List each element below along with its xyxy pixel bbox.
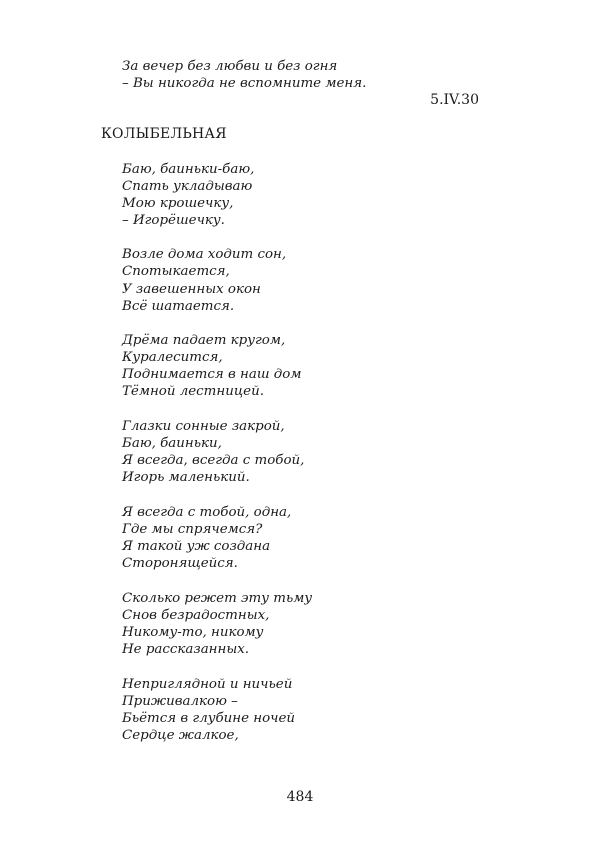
stanza-2-line-3: У завешенных окон xyxy=(122,282,261,297)
stanza-7-line-2: Приживалкою – xyxy=(122,694,238,709)
stanza-6-line-1: Сколько режет эту тьму xyxy=(122,591,313,606)
stanza-6-line-2: Снов безрадостных, xyxy=(122,608,270,623)
poem-date: 5.IV.30 xyxy=(430,92,479,108)
stanza-1-line-2: Спать укладываю xyxy=(122,179,253,194)
stanza-3-line-1: Дрёма падает кругом, xyxy=(122,333,286,348)
stanza-3-line-4: Тёмной лестницей. xyxy=(122,384,264,399)
stanza-3-line-2: Куралесится, xyxy=(122,350,223,365)
stanza-5-line-1: Я всегда с тобой, одна, xyxy=(122,505,292,520)
stanza-7-line-1: Неприглядной и ничьей xyxy=(122,677,293,692)
stanza-4-line-1: Глазки сонные закрой, xyxy=(122,419,285,434)
stanza-7-line-4: Сердце жалкое, xyxy=(122,728,239,743)
stanza-5-line-2: Где мы спрячемся? xyxy=(122,522,263,537)
stanza-4-line-4: Игорь маленький. xyxy=(122,470,250,485)
stanza-1-line-3: Мою крошечку, xyxy=(122,196,234,211)
poem-title: КОЛЫБЕЛЬНАЯ xyxy=(101,126,227,142)
stanza-1-line-4: – Игорёшечку. xyxy=(122,213,225,228)
stanza-5-line-4: Сторонящейся. xyxy=(122,556,238,571)
stanza-6-line-4: Не рассказанных. xyxy=(122,642,250,657)
prev-poem-line-1: За вечер без любви и без огня xyxy=(122,59,338,74)
stanza-3-line-3: Поднимается в наш дом xyxy=(122,367,302,382)
stanza-2-line-2: Спотыкается, xyxy=(122,264,230,279)
page-number: 484 xyxy=(286,789,314,805)
stanza-2-line-4: Всё шатается. xyxy=(122,299,235,314)
stanza-4-line-2: Баю, баиньки, xyxy=(122,436,222,451)
stanza-6-line-3: Никому-то, никому xyxy=(122,625,264,640)
prev-poem-line-2: – Вы никогда не вспомните меня. xyxy=(122,76,367,91)
stanza-2-line-1: Возле дома ходит сон, xyxy=(122,247,287,262)
stanza-4-line-3: Я всегда, всегда с тобой, xyxy=(122,453,305,468)
stanza-1-line-1: Баю, баиньки-баю, xyxy=(122,162,255,177)
stanza-5-line-3: Я такой уж создана xyxy=(122,539,271,554)
stanza-7-line-3: Бьётся в глубине ночей xyxy=(122,711,296,726)
